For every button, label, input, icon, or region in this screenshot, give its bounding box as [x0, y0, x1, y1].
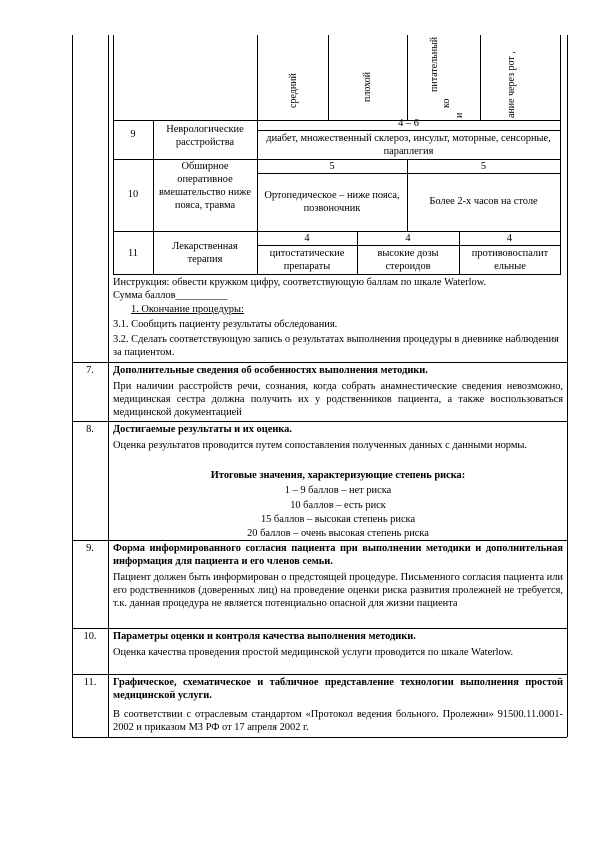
section-11-body: В соответствии с отраслевым стандартом «Протокол ведения больного. Пролежни» 91500.11.0001-2002 и приказом МЗ РФ от 17 апреля 2002 г. — [113, 709, 563, 733]
row11-option-steroids: высокие дозы стероидов — [377, 248, 439, 272]
section-8-title: Достигаемые результаты и их оценка. — [113, 424, 292, 435]
section-8-subtitle: Итоговые значения, характеризующие степень риска: — [210, 470, 466, 481]
inner-right-border — [560, 35, 561, 275]
outer-sep-10 — [72, 628, 567, 629]
row11-score-2: 4 — [405, 233, 411, 244]
header-col-border-1 — [328, 35, 329, 120]
outer-right-border — [567, 35, 568, 737]
row9-description: диабет, множественный склероз, инсульт, моторные, сенсорные, параплегия — [266, 133, 551, 157]
header-oral-feeding: ание через рот , — [506, 51, 517, 118]
section-10-body: Оценка качества проведения простой медицинской услуги проводится по шкале Waterlow. — [113, 647, 514, 658]
row9-score: 4 – 6 — [398, 118, 419, 129]
outer-sep-7 — [72, 362, 567, 363]
section-9-title: Форма информированного согласия пациента при выполнении методики и дополнительная информация для пациента и его членов семьи. — [113, 543, 563, 567]
row10-option-orthopedic: Ортопедическое – ниже пояса, позвоночник — [264, 190, 400, 214]
outer-sep-9 — [72, 540, 567, 541]
section-8-number: 8. — [86, 424, 94, 435]
inner-left-border — [113, 35, 114, 275]
section-11-number: 11. — [83, 677, 97, 688]
row10-number: 10 — [127, 189, 139, 200]
row11-option-antiinflammatory: противовоспалит ельные — [471, 248, 549, 272]
risk-line-2: 10 баллов – есть риск — [290, 500, 386, 511]
section-11-title: Графическое, схематическое и табличное представление технологии выполнения простой медицинской услуги. — [113, 677, 563, 701]
header-medium: средний — [288, 73, 299, 108]
header-col-border-2 — [407, 35, 408, 120]
section-7-title: Дополнительные сведения об особенностях выполнения методики. — [113, 365, 428, 376]
risk-line-3: 15 баллов – высокая степень риска — [260, 514, 416, 525]
section-9-number: 9. — [86, 543, 94, 554]
header-nutritional: питательный — [429, 36, 440, 92]
section-8-body: Оценка результатов проводится путем сопоставления полученных данных с данными нормы. — [113, 440, 528, 451]
row10-option-surgery-time: Более 2-х часов на столе — [429, 196, 538, 207]
header-poor: плохой — [362, 71, 373, 102]
outer-sep-8 — [72, 421, 567, 422]
section-7-number: 7. — [86, 365, 94, 376]
instruction-text: Инструкция: обвести кружком цифру, соответствующую баллам по шкале Waterlow. — [113, 277, 487, 288]
row10-score-line — [257, 173, 560, 174]
row10-score-a: 5 — [329, 161, 335, 172]
row11-label: Лекарственная терапия — [172, 241, 238, 265]
row11-score-line — [257, 245, 560, 246]
row11-number: 11 — [127, 248, 138, 259]
row9-label: Неврологические расстройства — [166, 124, 244, 148]
row10-label: Обширное оперативное вмешательство ниже пояса, травма — [159, 161, 251, 211]
header-fragment-i: и — [454, 112, 465, 118]
row10-score-b: 5 — [480, 161, 487, 172]
section-9-body: Пациент должен быть информирован о предстоящей процедуре. Письменного согласия пациента или его родственников (доверенных лиц) на проведение оценки риска развития пролежней не требуется, т.к. данная процедура не является потенциально опасной для жизни пациента — [113, 572, 563, 609]
outer-sep-11 — [72, 674, 567, 675]
header-col-border-3 — [480, 35, 481, 120]
outer-num-divider — [108, 35, 109, 737]
row11-score-1: 4 — [304, 233, 310, 244]
row11-bottom — [113, 274, 560, 275]
section-7-body: При наличии расстройств речи, сознания, когда собрать анамнестические сведения невозможно, медицинская сестра должна получить их у родственников пациента, а также воспользоваться медицинской документацией — [113, 381, 563, 418]
step-3-1: 3.1. Сообщить пациенту результаты обследования. — [113, 319, 338, 330]
section-10-number: 10. — [83, 631, 97, 642]
section-10-title: Параметры оценки и контроля качества выполнения методики. — [113, 631, 416, 642]
row9-number: 9 — [130, 129, 136, 140]
header-fragment-ko: ко — [441, 98, 452, 108]
step-3-2: 3.2. Сделать соответствующую запись о результатах выполнения процедуры в дневнике наблюдения за пациентом. — [113, 334, 559, 358]
row9-score-line — [257, 130, 560, 131]
row11-score-3: 4 — [506, 233, 513, 244]
risk-line-1: 1 – 9 баллов – нет риска — [284, 485, 392, 496]
end-procedure-heading: 1. Окончание процедуры: — [131, 304, 244, 315]
risk-line-4: 20 баллов – очень высокая степень риска — [247, 528, 429, 539]
outer-bottom-border — [72, 737, 567, 738]
row11-option-cytostatic: цитостатические препараты — [269, 248, 345, 272]
sum-label: Сумма баллов__________ — [113, 290, 228, 301]
inner-num-col-border — [153, 120, 154, 275]
